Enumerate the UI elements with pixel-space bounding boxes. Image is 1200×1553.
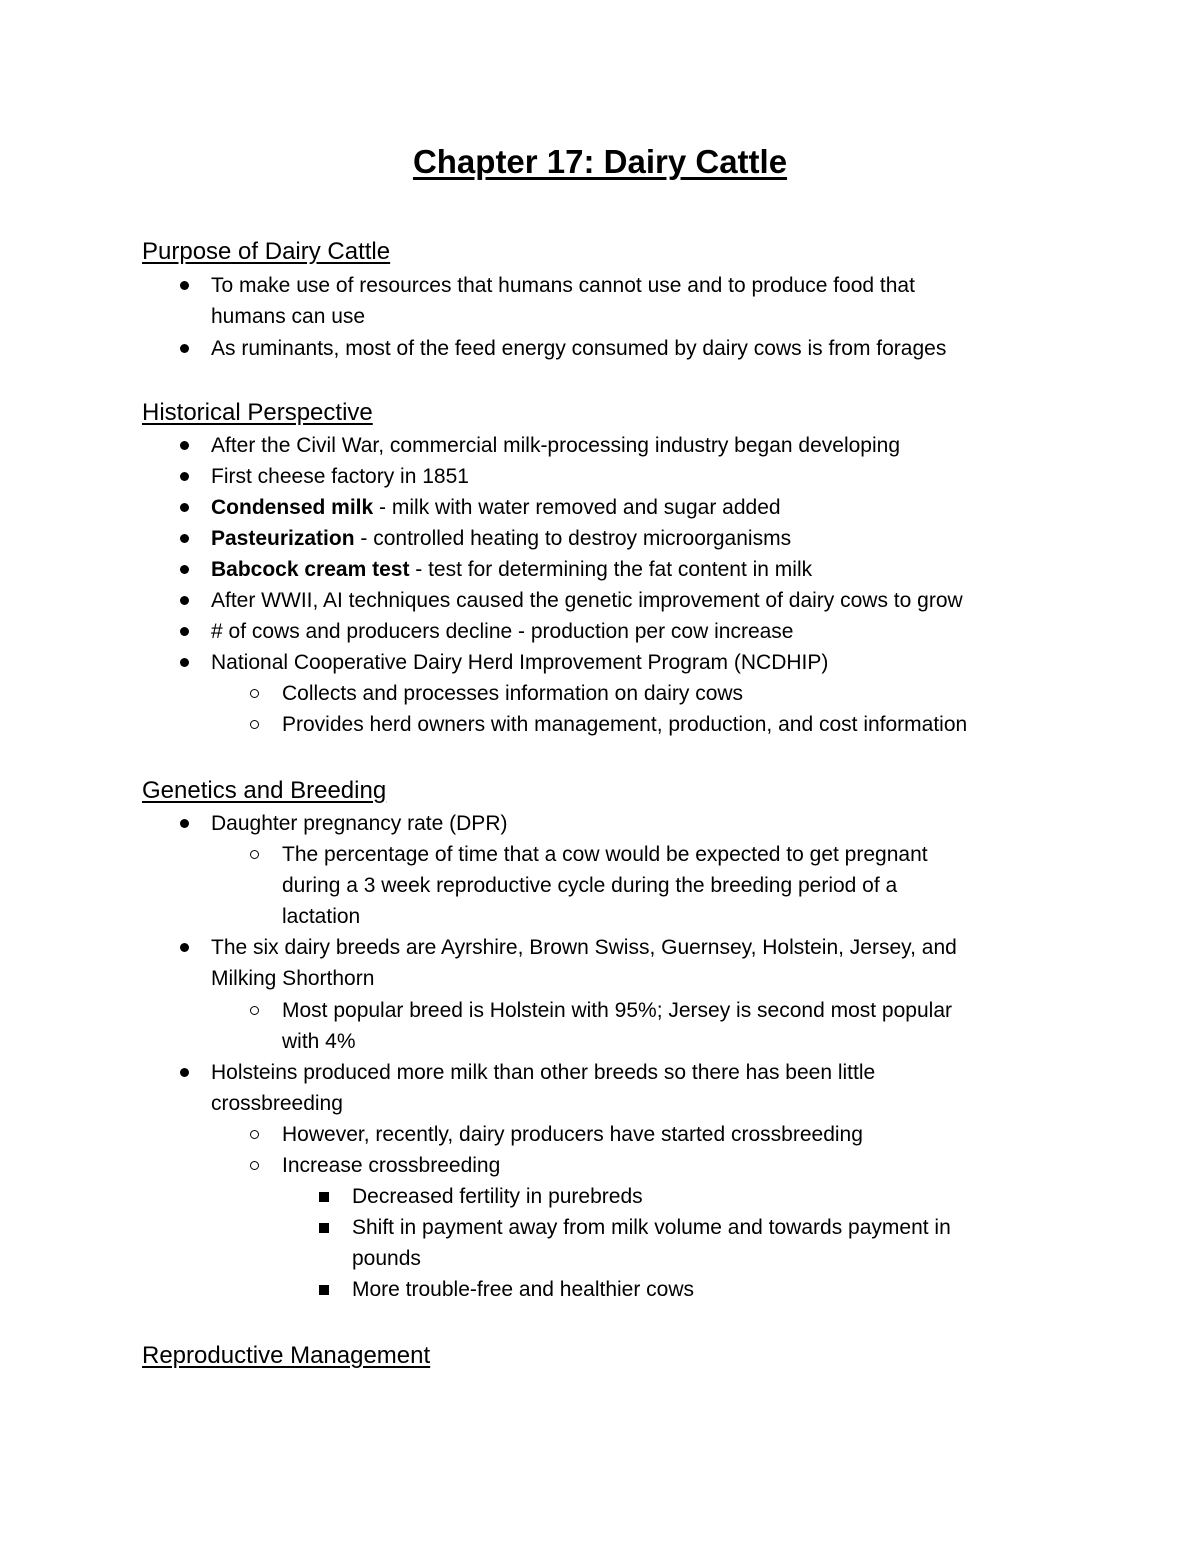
list-item-continuation: crossbreeding: [211, 1092, 343, 1115]
section-heading-genetics: Genetics and Breeding: [142, 777, 387, 804]
sub-sub-list-item: Decreased fertility in purebreds: [352, 1185, 643, 1208]
list-item: Daughter pregnancy rate (DPR): [211, 812, 508, 835]
sub-list-item-continuation: lactation: [282, 905, 361, 928]
sub-list-item-continuation: during a 3 week reproductive cycle during the breeding period of a: [282, 874, 898, 897]
list-item: [211, 523, 791, 554]
sub-list-item: The percentage of time that a cow would be expected to get pregnant: [282, 843, 928, 866]
list-item: National Cooperative Dairy Herd Improvement Program (NCDHIP): [211, 651, 829, 674]
section-heading-reproductive: Reproductive Management: [142, 1342, 431, 1369]
sub-list-item: Collects and processes information on dairy cows: [282, 682, 744, 705]
list-item: # of cows and producers decline - production per cow increase: [211, 620, 794, 643]
list-item: After WWII, AI techniques caused the genetic improvement of dairy cows to grow: [211, 589, 963, 612]
list-item: The six dairy breeds are Ayrshire, Brown Swiss, Guernsey, Holstein, Jersey, and: [211, 936, 957, 959]
term-pasteurization: Pasteurization: [211, 527, 355, 550]
definition: - test for determining the fat content in milk: [409, 558, 813, 581]
term-babcock-cream-test: Babcock cream test: [211, 558, 410, 581]
list-item: [211, 554, 812, 585]
sub-list-item: Most popular breed is Holstein with 95%; Jersey is second most popular: [282, 999, 952, 1022]
sub-list-item: Provides herd owners with management, production, and cost information: [282, 713, 968, 736]
sub-list-item: However, recently, dairy producers have started crossbreeding: [282, 1123, 863, 1146]
list-item: As ruminants, most of the feed energy consumed by dairy cows is from forages: [211, 337, 947, 360]
term-condensed-milk: Condensed milk: [211, 496, 374, 519]
list-item-continuation: humans can use: [211, 305, 366, 328]
list-item: To make use of resources that humans cannot use and to produce food that: [211, 274, 915, 297]
definition: - milk with water removed and sugar added: [373, 496, 781, 519]
sub-list-item: Increase crossbreeding: [282, 1154, 501, 1177]
list-item: Holsteins produced more milk than other breeds so there has been little: [211, 1061, 876, 1084]
sub-list-item-continuation: with 4%: [282, 1030, 356, 1053]
section-heading-purpose: Purpose of Dairy Cattle: [142, 238, 391, 265]
list-item: After the Civil War, commercial milk-processing industry began developing: [211, 434, 901, 457]
list-item-continuation: Milking Shorthorn: [211, 967, 375, 990]
definition: - controlled heating to destroy microorganisms: [354, 527, 792, 550]
section-heading-historical: Historical Perspective: [142, 399, 373, 426]
list-item: [211, 492, 781, 523]
list-item: First cheese factory in 1851: [211, 465, 469, 488]
sub-sub-list-item: More trouble-free and healthier cows: [352, 1278, 695, 1301]
page-title: Chapter 17: Dairy Cattle: [412, 143, 788, 180]
sub-sub-list-item-continuation: pounds: [352, 1247, 421, 1270]
sub-sub-list-item: Shift in payment away from milk volume and towards payment in: [352, 1216, 951, 1239]
